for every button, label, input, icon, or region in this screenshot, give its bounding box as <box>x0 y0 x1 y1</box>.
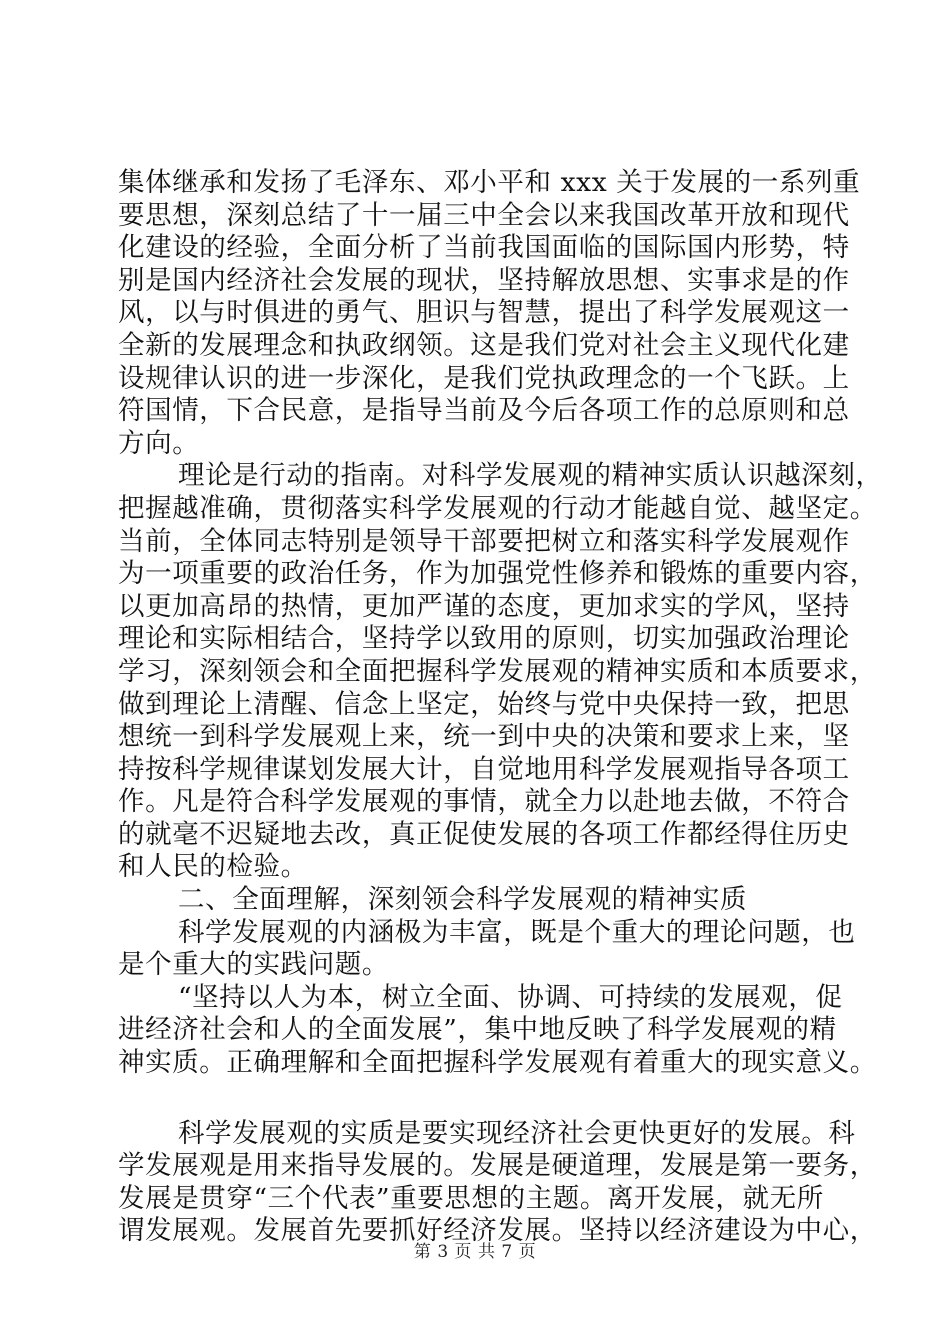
text-line: 以更加高昂的热情，更加严谨的态度，更加求实的学风，坚持 <box>118 590 850 622</box>
text-line: 和人民的检验。 <box>118 851 308 883</box>
page-number-footer: 第 3 页 共 7 页 <box>413 1242 537 1262</box>
text-line: 学发展观是用来指导发展的。发展是硬道理，发展是第一要务， <box>118 1150 877 1182</box>
text-line: 二、全面理解，深刻领会科学发展观的精神实质 <box>178 884 748 916</box>
text-line: 把握越准确，贯彻落实科学发展观的行动才能越自觉、越坚定。 <box>118 492 877 524</box>
paragraph-gap <box>118 1080 848 1118</box>
text-line: 集体继承和发扬了毛泽东、邓小平和 xxx 关于发展的一系列重 <box>118 167 861 198</box>
text-line: “坚持以人为本，树立全面、协调、可持续的发展观，促 <box>178 981 843 1013</box>
text-line: 的就毫不迟疑地去改，真正促使发展的各项工作都经得住历史 <box>118 818 850 850</box>
text-line: 方向。 <box>118 427 200 459</box>
text-line: 做到理论上清醒、信念上坚定，始终与党中央保持一致，把思 <box>118 688 850 720</box>
text-line: 为一项重要的政治任务，作为加强党性修养和锻炼的重要内容， <box>118 558 877 590</box>
text-line: 是个重大的实践问题。 <box>118 949 389 981</box>
text-line: 理论是行动的指南。对科学发展观的精神实质认识越深刻， <box>178 460 883 492</box>
text-line: 学习，深刻领会和全面把握科学发展观的精神实质和本质要求， <box>118 655 877 687</box>
paragraph <box>118 884 848 917</box>
text-line: 全新的发展理念和执政纲领。这是我们党对社会主义现代化建 <box>118 329 850 361</box>
paragraph <box>118 460 883 884</box>
text-line: 设规律认识的进一步深化，是我们党执政理念的一个飞跃。上 <box>118 362 850 394</box>
paragraph <box>118 167 861 460</box>
text-line: 持按科学规律谋划发展大计，自觉地用科学发展观指导各项工 <box>118 753 850 785</box>
text-line: 科学发展观的实质是要实现经济社会更快更好的发展。科 <box>178 1117 856 1149</box>
text-line: 进经济社会和人的全面发展”，集中地反映了科学发展观的精 <box>118 1014 837 1046</box>
text-line: 风，以与时俱进的勇气、胆识与智慧，提出了科学发展观这一 <box>118 297 850 329</box>
text-line: 理论和实际相结合，坚持学以致用的原则，切实加强政治理论 <box>118 623 850 655</box>
text-line: 要思想，深刻总结了十一届三中全会以来我国改革开放和现代 <box>118 199 850 231</box>
document-body <box>118 167 883 1248</box>
text-line: 化建设的经验，全面分析了当前我国面临的国际国内形势，特 <box>118 232 850 264</box>
paragraph <box>118 981 877 1080</box>
text-line: 谓发展观。发展首先要抓好经济发展。坚持以经济建设为中心， <box>118 1215 877 1247</box>
text-line: 符国情，下合民意，是指导当前及今后各项工作的总原则和总 <box>118 395 850 427</box>
paragraph <box>118 1117 877 1248</box>
text-line: 作。凡是符合科学发展观的事情，就全力以赴地去做，不符合 <box>118 786 850 818</box>
paragraph <box>118 916 856 982</box>
text-line: 别是国内经济社会发展的现状，坚持解放思想、实事求是的作 <box>118 264 850 296</box>
text-line: 发展是贯穿“三个代表”重要思想的主题。离开发展，就无所 <box>118 1182 824 1214</box>
text-line: 科学发展观的内涵极为丰富，既是个重大的理论问题，也 <box>178 916 856 948</box>
text-line: 神实质。正确理解和全面把握科学发展观有着重大的现实意义。 <box>118 1047 877 1079</box>
text-line: 想统一到科学发展观上来，统一到中央的决策和要求上来，坚 <box>118 721 850 753</box>
text-line: 当前，全体同志特别是领导干部要把树立和落实科学发展观作 <box>118 525 850 557</box>
